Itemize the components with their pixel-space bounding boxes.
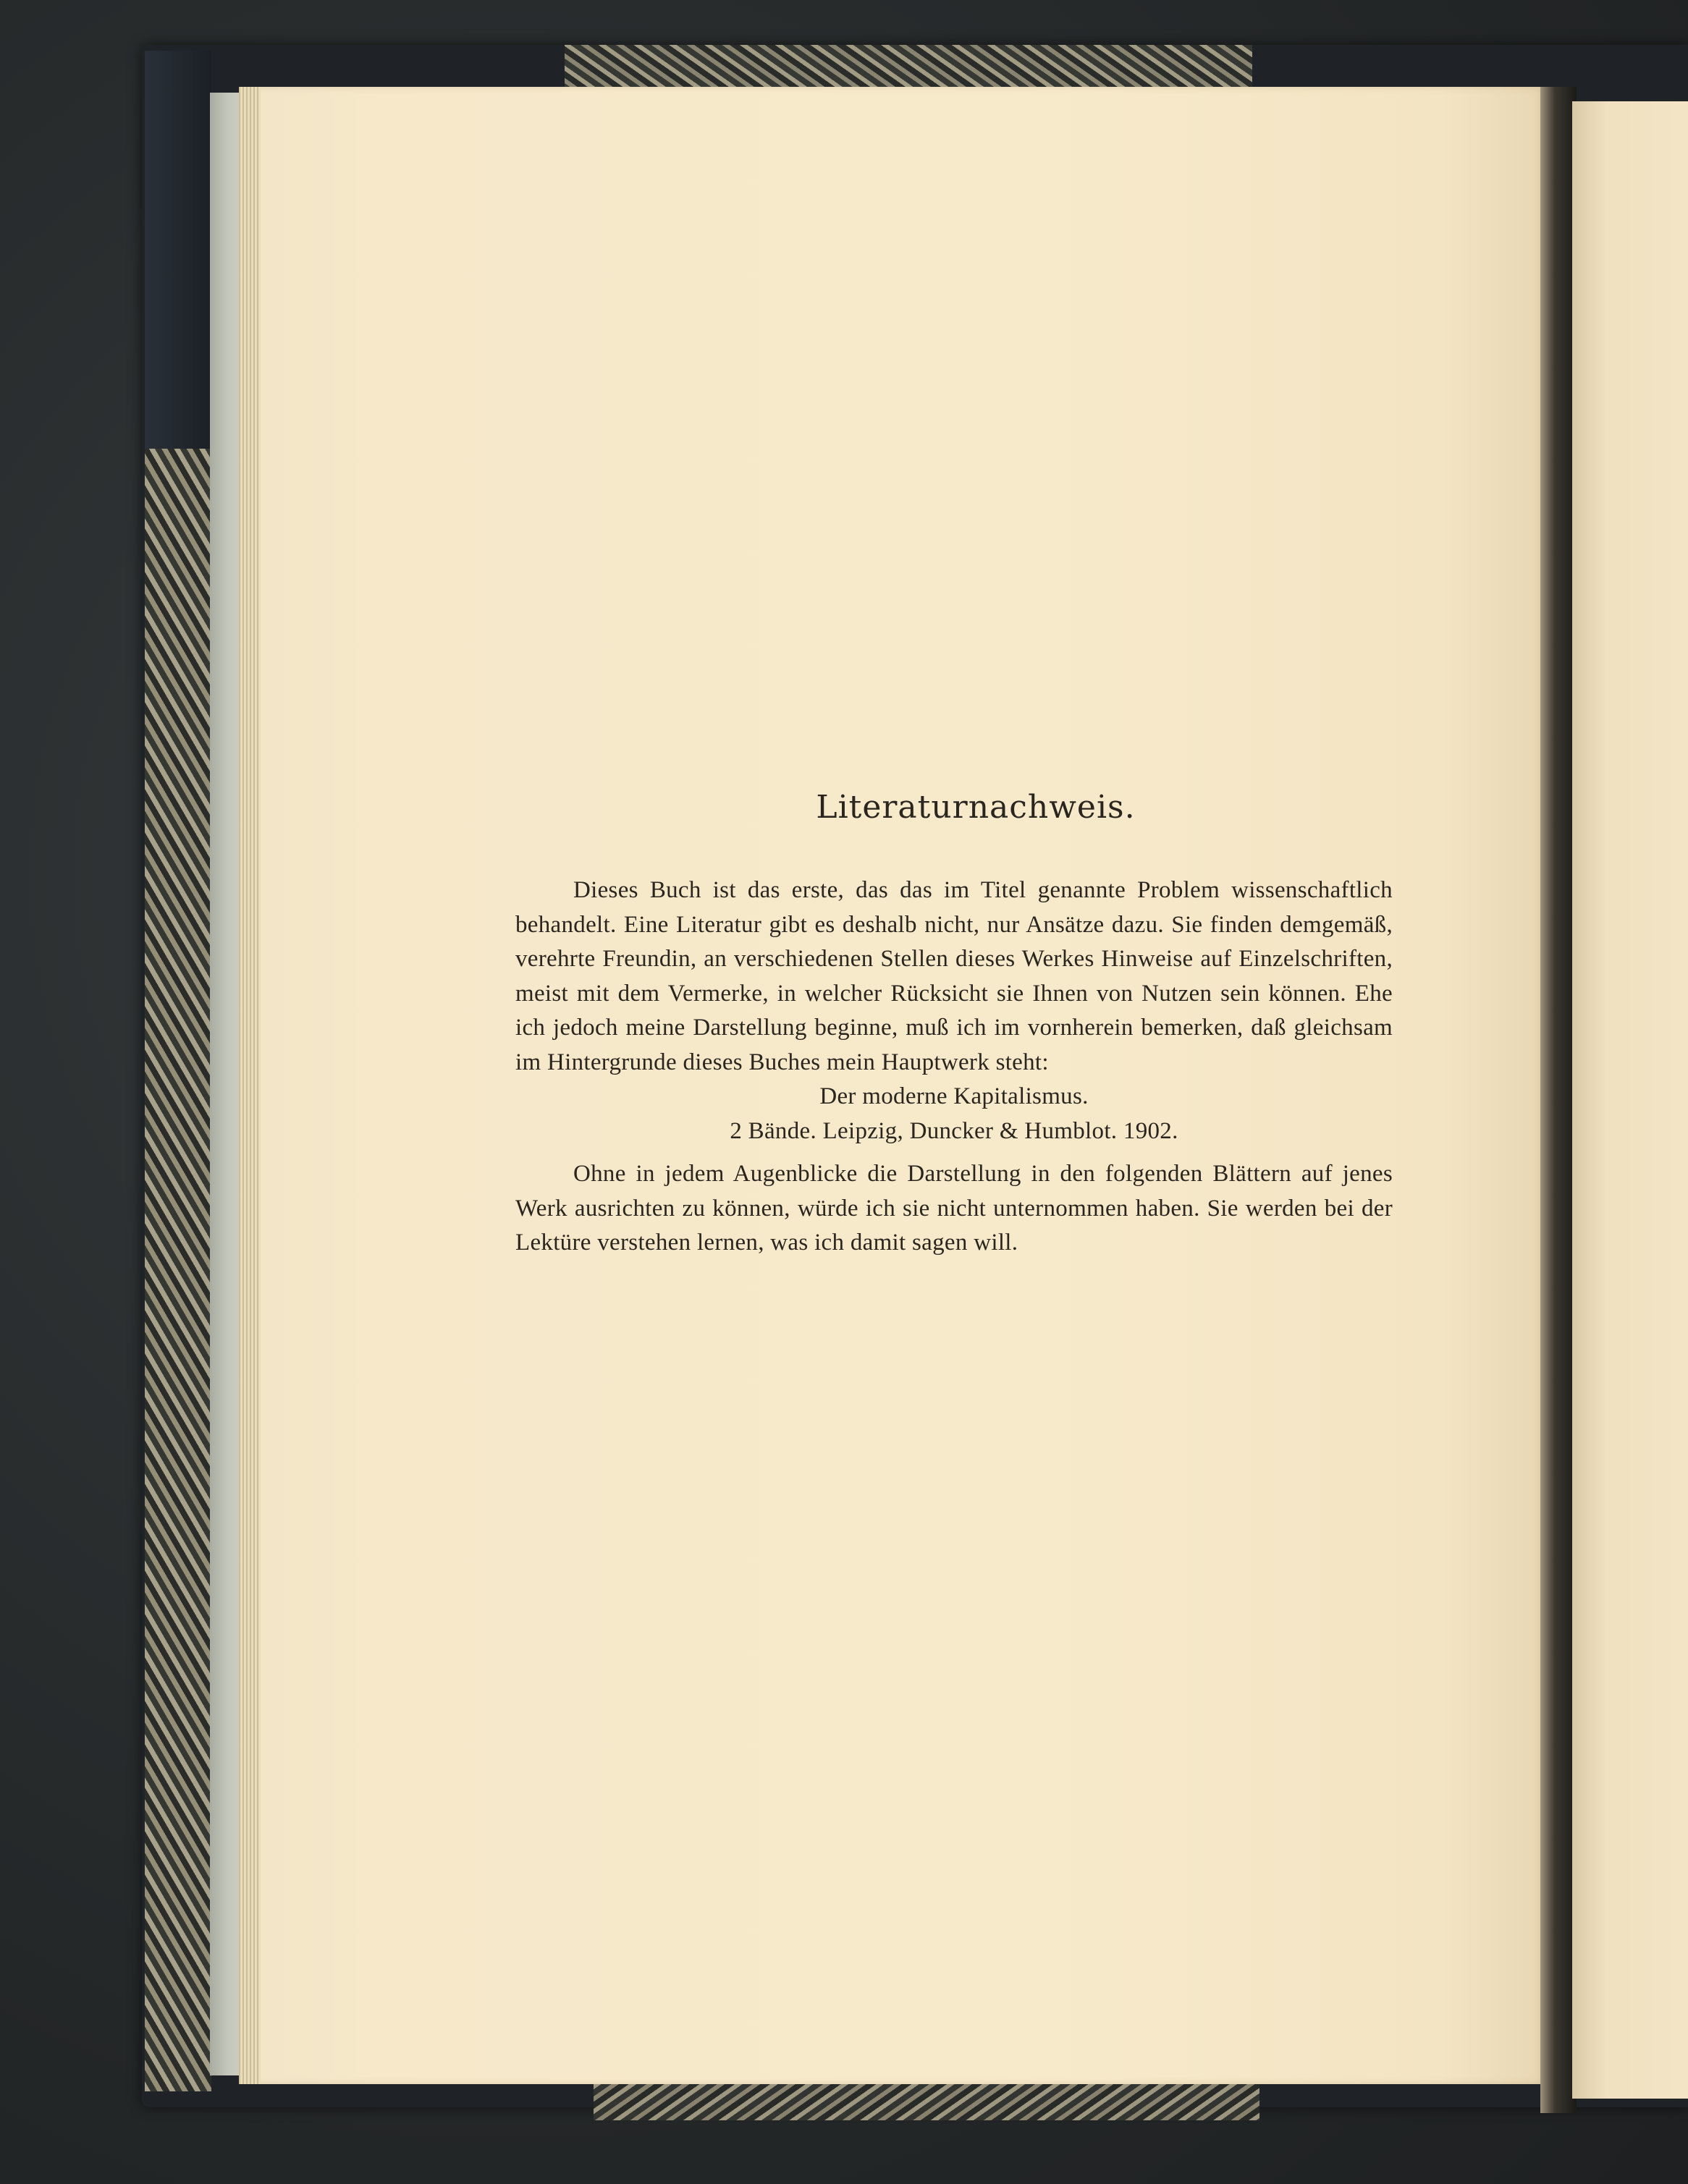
marbled-bottom-edge (594, 2084, 1259, 2120)
facing-page (1572, 101, 1688, 2099)
reference-details: 2 Bände. Leipzig, Duncker & Humblot. 1902. (730, 1117, 1178, 1144)
reference-block (515, 1080, 1393, 1148)
paragraph-intro: Dieses Buch ist das erste, das das im Titel genannte Problem wissenschaftlich behandelt. Eine Literatur gibt es deshalb nicht, nur Ansätze dazu. Sie finden demgemäß, verehrte Freundin, an verschiedenen Stellen dieses Werkes Hinweise auf Einzelschriften, meist mit dem Vermerke, in welcher Rücksicht sie Ihnen von Nutzen sein können. Ehe ich jedoch meine Darstellung beginne, muß ich im vornherein bemerken, daß gleichsam im Hintergrunde dieses Buches mein Hauptwerk steht: (515, 877, 1393, 1075)
page-title: Literaturnachweis. (816, 789, 1136, 826)
reference-title: Der moderne Kapitalismus. (819, 1083, 1089, 1109)
page-edge-lines (239, 87, 261, 2084)
page-content (515, 789, 1393, 1261)
spine-leather (145, 51, 211, 456)
book-gutter (1540, 87, 1577, 2113)
marbled-spine-paper (145, 449, 211, 2091)
paragraph-closing: Ohne in jedem Augenblicke die Darstellung in den folgenden Blättern auf jenes Werk ausrichten zu können, würde ich sie nicht unternommen haben. Sie werden bei der Lektüre verstehen lernen, was ich damit sagen will. (515, 1161, 1393, 1256)
